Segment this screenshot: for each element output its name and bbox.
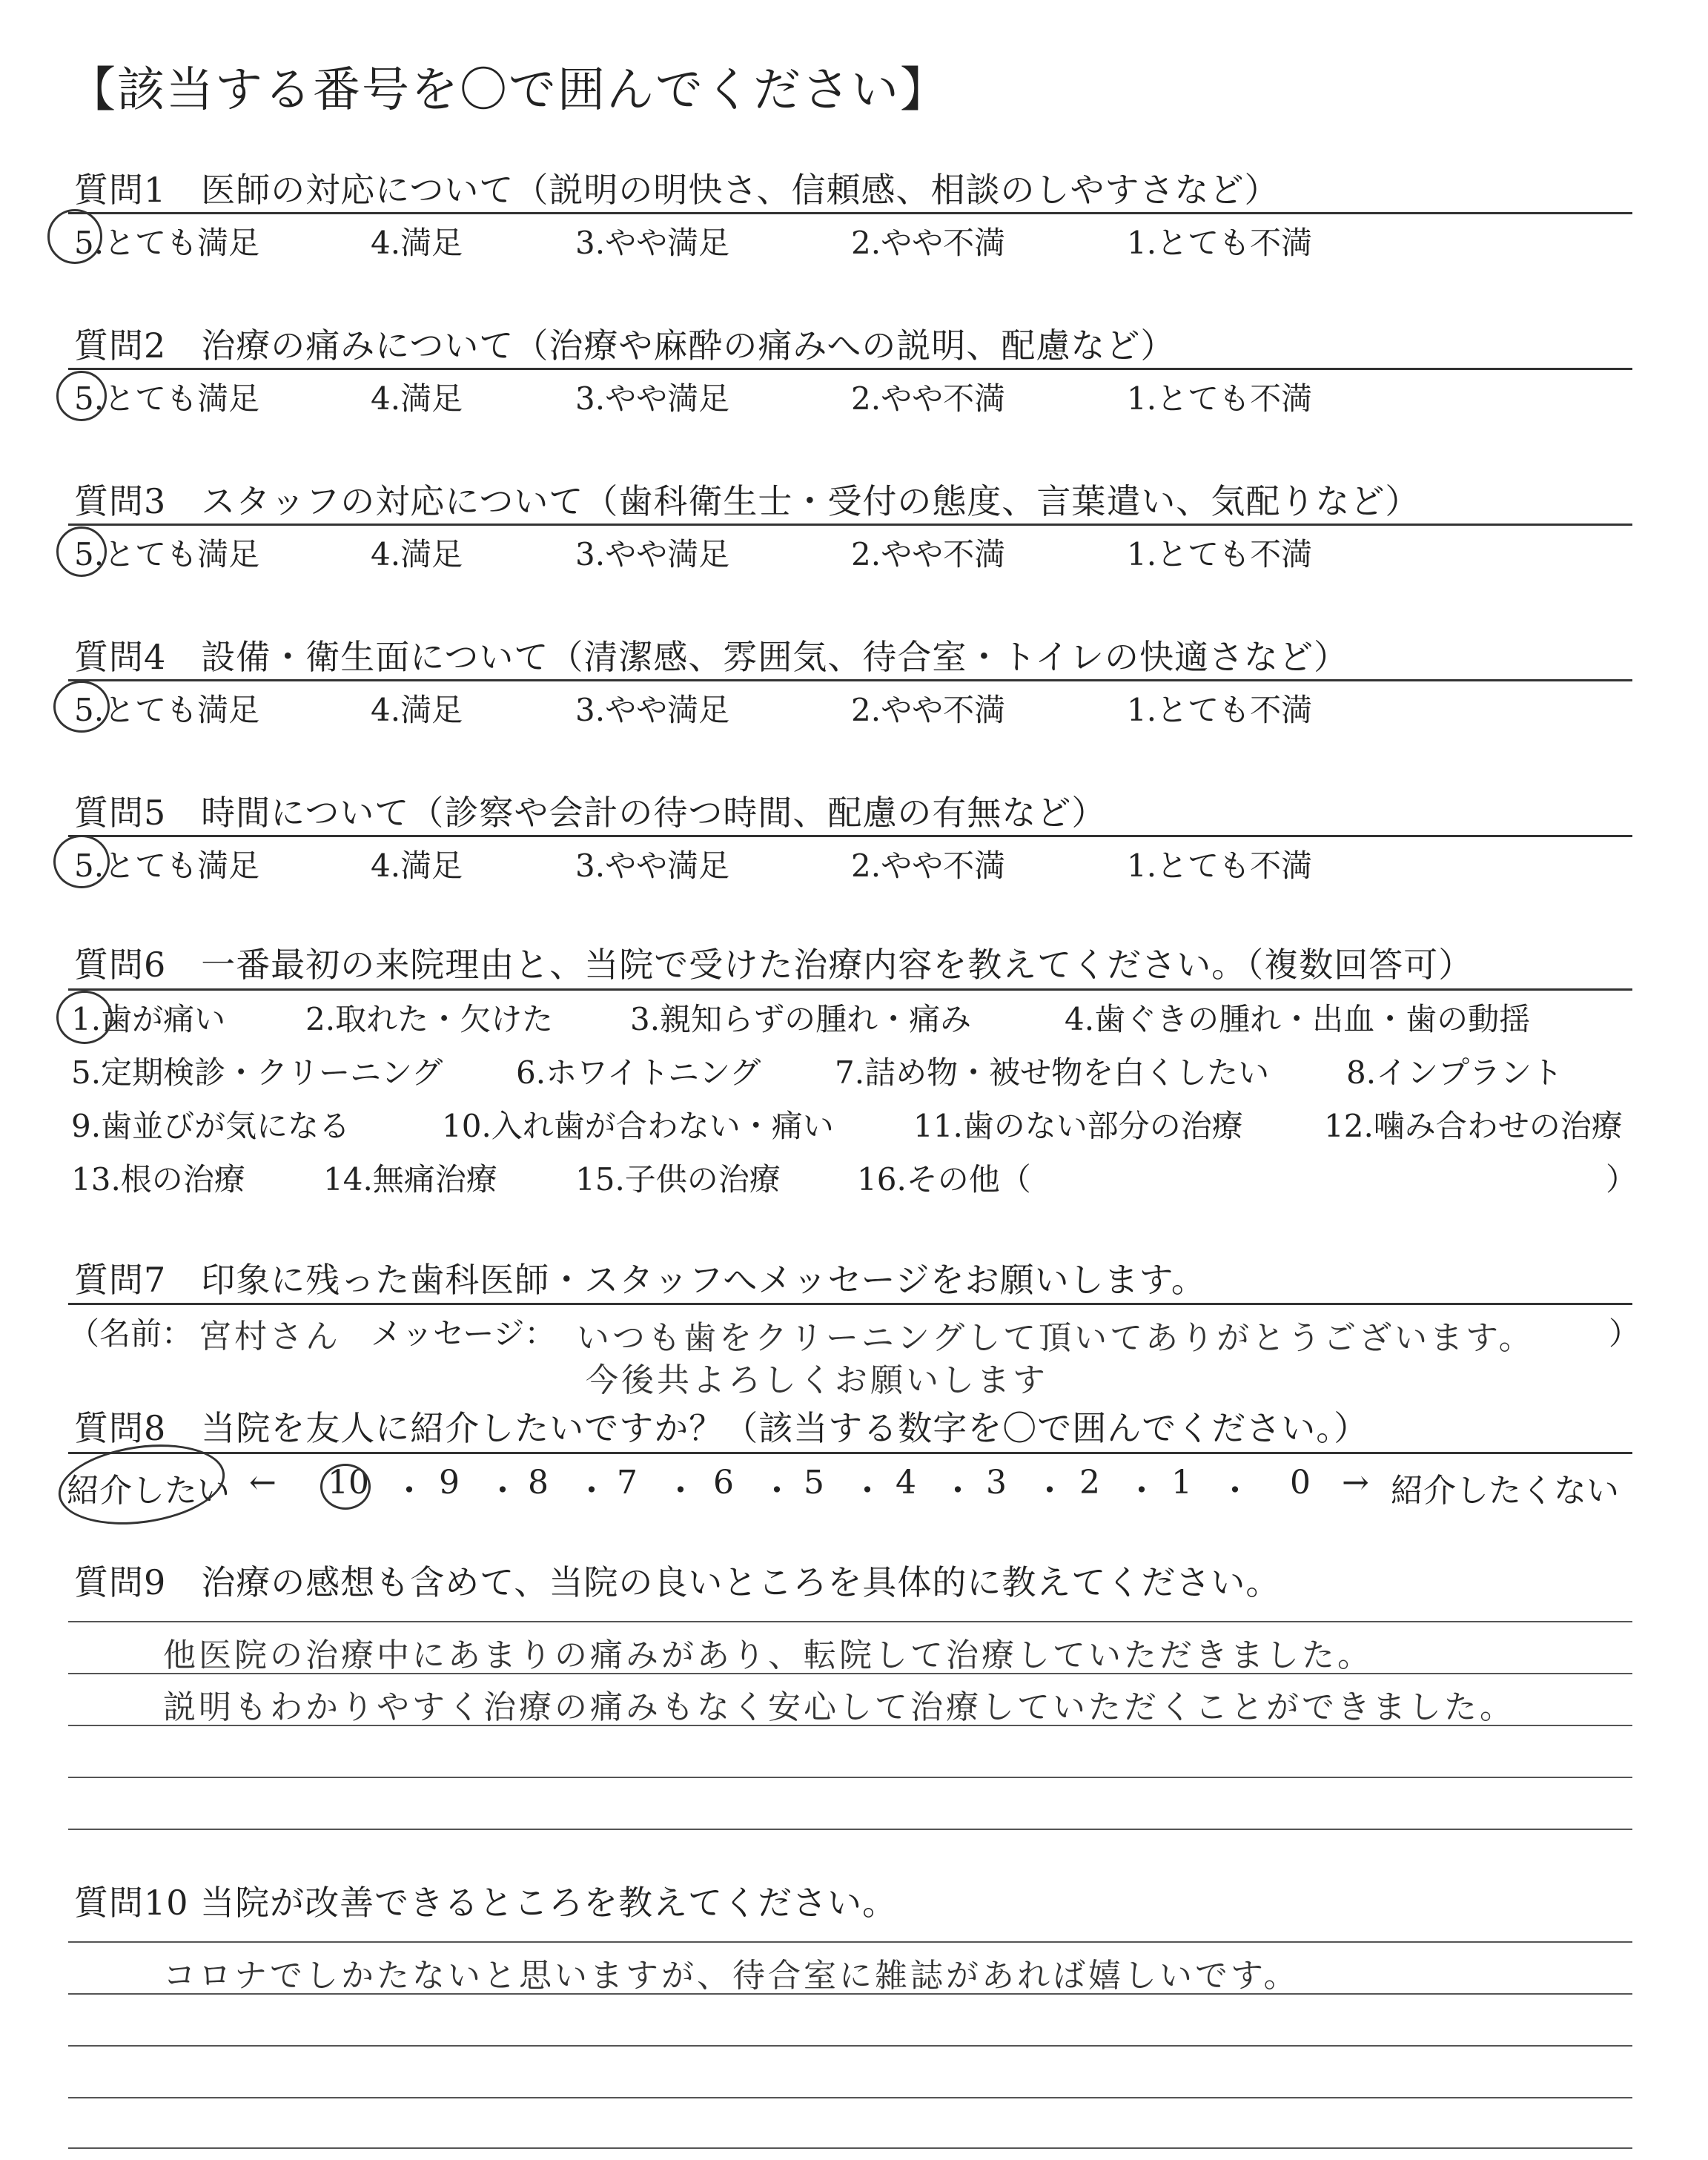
q7-message-line1[interactable]: いつも歯をクリーニングして頂いてありがとうございます。: [577, 1319, 1535, 1357]
q7-heading: 質問7 印象に残った歯科医師・スタッフへメッセージをお願いします。: [74, 1260, 1206, 1300]
q8-heading: 質問8 当院を友人に紹介したいですか？（該当する数字を〇で囲んでください。）: [74, 1408, 1369, 1448]
scale-dot: ・: [1219, 1472, 1251, 1510]
q6-option-3[interactable]: 3.親知らずの腫れ・痛み: [630, 1001, 972, 1037]
option-2[interactable]: 2.やや不満: [851, 848, 1006, 884]
scale-dot: ・: [664, 1472, 697, 1510]
option-2[interactable]: 2.やや不満: [851, 380, 1006, 417]
q2-options: [74, 374, 1631, 419]
option-1[interactable]: 1.とても不満: [1127, 692, 1313, 728]
q8-scale-row: [67, 1464, 1638, 1511]
option-4[interactable]: 4.満足: [371, 536, 463, 572]
q8-right-arrow: →: [1342, 1464, 1369, 1502]
q6-option-5[interactable]: 5.定期検診・クリーニング: [71, 1054, 443, 1091]
option-2[interactable]: 2.やや不満: [851, 692, 1006, 728]
q10-answer-line1[interactable]: コロナでしかたないと思いますが、待合室に雑誌があれば嬉しいです。: [163, 1957, 1300, 1995]
q7-name-label: （名前：: [68, 1315, 193, 1352]
q8-rule: [68, 1452, 1632, 1454]
scale-dot: ・: [393, 1472, 426, 1510]
q1-rule: [68, 212, 1632, 214]
option-4[interactable]: 4.満足: [371, 692, 463, 728]
q4-selection-circle: [53, 681, 110, 733]
q8-selection-circle: [320, 1464, 371, 1510]
q3-heading: 質問3 スタッフの対応について（歯科衛生士・受付の態度、言葉遣い、気配りなど）: [74, 481, 1420, 521]
scale-dot: ・: [761, 1472, 793, 1510]
option-4[interactable]: 4.満足: [371, 380, 463, 417]
q7-message-label: メッセージ：: [371, 1315, 556, 1352]
q8-scale-7[interactable]: 7: [617, 1464, 638, 1502]
q5-heading: 質問5 時間について（診察や会計の待つ時間、配慮の有無など）: [74, 793, 1107, 833]
q10-line: [68, 2045, 1632, 2047]
option-5[interactable]: 5.とても満足: [74, 536, 260, 572]
option-2[interactable]: 2.やや不満: [851, 536, 1006, 572]
scale-dot: ・: [1033, 1472, 1066, 1510]
option-5[interactable]: 5.とても満足: [74, 225, 260, 261]
q6-other-close-paren: ）: [1606, 1161, 1638, 1198]
q4-rule: [68, 679, 1632, 681]
q4-heading: 質問4 設備・衛生面について（清潔感、雰囲気、待合室・トイレの快適さなど）: [74, 637, 1349, 677]
q8-scale-9[interactable]: 9: [439, 1464, 460, 1502]
q6-option-11[interactable]: 11.歯のない部分の治療: [913, 1108, 1243, 1144]
q8-scale-8[interactable]: 8: [528, 1464, 549, 1502]
q8-scale-3[interactable]: 3: [986, 1464, 1007, 1502]
option-5[interactable]: 5.とても満足: [74, 380, 260, 417]
option-3[interactable]: 3.やや満足: [575, 225, 730, 261]
q8-scale-1[interactable]: 1: [1171, 1464, 1192, 1502]
q7-message-line2[interactable]: 今後共よろしくお願いします: [586, 1361, 1048, 1399]
q8-left-arrow: ←: [249, 1464, 277, 1502]
option-3[interactable]: 3.やや満足: [575, 848, 730, 884]
q10-line: [68, 1941, 1632, 1943]
q1-heading: 質問1 医師の対応について（説明の明快さ、信頼感、相談のしやすさなど）: [74, 170, 1280, 210]
q8-scale-4[interactable]: 4: [896, 1464, 916, 1502]
q9-heading: 質問9 治療の感想も含めて、当院の良いところを具体的に教えてください。: [74, 1562, 1281, 1602]
q10-heading: 質問10 当院が改善できるところを教えてください。: [74, 1883, 898, 1923]
scale-dot: ・: [486, 1472, 519, 1510]
q3-rule: [68, 524, 1632, 526]
q1-options: [74, 219, 1631, 263]
q2-heading: 質問2 治療の痛みについて（治療や麻酔の痛みへの説明、配慮など）: [74, 326, 1176, 366]
q7-close-paren: ）: [1609, 1315, 1641, 1352]
scale-dot: ・: [1125, 1472, 1158, 1510]
q5-rule: [68, 835, 1632, 837]
q6-option-1[interactable]: 1.歯が痛い: [71, 1001, 226, 1037]
q6-option-6[interactable]: 6.ホワイトニング: [516, 1054, 761, 1091]
q10-line: [68, 2147, 1632, 2149]
q6-option-9[interactable]: 9.歯並びが気になる: [71, 1108, 351, 1144]
q8-scale-5[interactable]: 5: [804, 1464, 824, 1502]
option-5[interactable]: 5.とても満足: [74, 848, 260, 884]
q5-selection-circle: [53, 835, 110, 888]
q2-rule: [68, 368, 1632, 370]
q9-answer-line1[interactable]: 他医院の治療中にあまりの痛みがあり、転院して治療していただきました。: [163, 1636, 1373, 1674]
q7-name-value[interactable]: 宮村さん: [199, 1318, 341, 1355]
q9-answer-line2[interactable]: 説明もわかりやすく治療の痛みもなく安心して治療していただくことができました。: [163, 1688, 1515, 1726]
q4-options: [74, 686, 1631, 730]
option-2[interactable]: 2.やや不満: [851, 225, 1006, 261]
q10-line: [68, 2097, 1632, 2098]
q8-right-label: 紹介したくない: [1391, 1472, 1619, 1510]
option-1[interactable]: 1.とても不満: [1127, 848, 1313, 884]
q8-scale-2[interactable]: 2: [1079, 1464, 1100, 1502]
option-3[interactable]: 3.やや満足: [575, 536, 730, 572]
scale-dot: ・: [575, 1472, 608, 1510]
option-4[interactable]: 4.満足: [371, 225, 463, 261]
option-1[interactable]: 1.とても不満: [1127, 380, 1313, 417]
q6-option-15[interactable]: 15.子供の治療: [575, 1161, 781, 1198]
q8-scale-10[interactable]: 10: [328, 1464, 369, 1502]
q7-rule: [68, 1303, 1632, 1305]
q6-option-12[interactable]: 12.噛み合わせの治療: [1324, 1108, 1623, 1144]
q9-line: [68, 1829, 1632, 1830]
q6-option-2[interactable]: 2.取れた・欠けた: [305, 1001, 554, 1037]
option-3[interactable]: 3.やや満足: [575, 692, 730, 728]
q5-options: [74, 842, 1631, 886]
q9-line: [68, 1621, 1632, 1622]
option-4[interactable]: 4.満足: [371, 848, 463, 884]
q6-option-7[interactable]: 7.詰め物・被せ物を白くしたい: [835, 1054, 1270, 1091]
q6-option-8[interactable]: 8.インプラント: [1346, 1054, 1563, 1091]
q8-scale-0[interactable]: 0: [1290, 1464, 1311, 1502]
q9-line: [68, 1777, 1632, 1778]
q6-options: [71, 995, 1638, 1218]
q6-selection-circle: [56, 991, 113, 1044]
option-1[interactable]: 1.とても不満: [1127, 536, 1313, 572]
page-title: 【該当する番号を〇で囲んでください】: [68, 63, 949, 118]
option-1[interactable]: 1.とても不満: [1127, 225, 1313, 261]
q6-rule: [68, 988, 1632, 991]
scale-dot: ・: [851, 1472, 884, 1510]
q6-option-14[interactable]: 14.無痛治療: [323, 1161, 497, 1198]
q6-option-13[interactable]: 13.根の治療: [71, 1161, 245, 1198]
q8-left-label: 紹介したい: [67, 1472, 230, 1510]
q6-option-16[interactable]: 16.その他（: [857, 1161, 1031, 1198]
q1-selection-circle: [47, 209, 102, 264]
q6-option-10[interactable]: 10.入れ歯が合わない・痛い: [442, 1108, 834, 1144]
q6-option-4[interactable]: 4.歯ぐきの腫れ・出血・歯の動揺: [1065, 1001, 1531, 1037]
q6-heading: 質問6 一番最初の来院理由と、当院で受けた治療内容を教えてください。（複数回答可）: [74, 945, 1474, 985]
q3-options: [74, 530, 1631, 575]
option-3[interactable]: 3.やや満足: [575, 380, 730, 417]
q3-selection-circle: [56, 526, 107, 577]
q2-selection-circle: [56, 371, 107, 421]
q8-scale-6[interactable]: 6: [713, 1464, 734, 1502]
option-5[interactable]: 5.とても満足: [74, 692, 260, 728]
scale-dot: ・: [941, 1472, 974, 1510]
